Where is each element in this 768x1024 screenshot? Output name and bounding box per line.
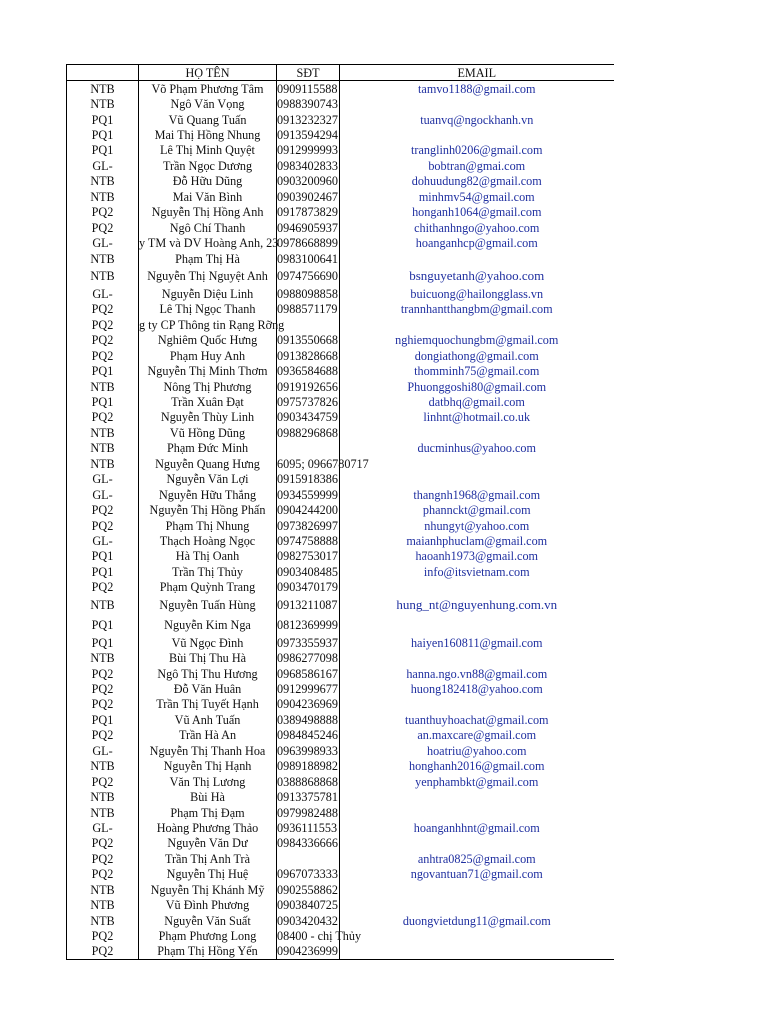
cell-phone[interactable] — [277, 317, 340, 332]
cell-name[interactable]: Nguyễn Diệu Linh — [139, 286, 277, 301]
cell-email[interactable]: trannhantthangbm@gmail.com — [400, 302, 553, 317]
table-row — [67, 96, 614, 111]
header-email[interactable]: EMAIL — [340, 65, 614, 81]
cell-name[interactable]: Văn Thị Lương — [139, 774, 277, 789]
cell-name[interactable]: Trần Hà An — [139, 728, 277, 743]
cell-email[interactable]: maianhphuclam@gmail.com — [406, 533, 548, 548]
cell-name[interactable]: Đỗ Hữu Dũng — [139, 174, 277, 189]
cell-group[interactable]: NTB — [67, 805, 139, 820]
table-row — [67, 882, 614, 897]
cell-email[interactable]: anhtra0825@gmail.com — [417, 851, 536, 866]
cell-phone[interactable]: 0904244200 — [277, 503, 338, 518]
cell-phone[interactable] — [277, 851, 340, 866]
table-row — [67, 533, 614, 548]
cell-phone[interactable]: 0974758888 — [277, 533, 338, 548]
cell-group[interactable]: PQ2 — [67, 502, 139, 517]
cell-phone[interactable]: 0912999993 — [277, 143, 338, 158]
cell-group[interactable]: NTB — [67, 913, 139, 928]
cell-group[interactable]: PQ2 — [67, 928, 139, 943]
table-row — [67, 836, 614, 851]
cell-name[interactable]: Bùi Thị Thu Hà — [139, 650, 277, 665]
cell-name[interactable]: Nguyễn Thị Hồng Phấn — [139, 502, 277, 517]
cell-group[interactable]: NTB — [67, 174, 139, 189]
cell-email[interactable] — [340, 425, 614, 440]
cell-email[interactable]: Phuonggoshi80@gmail.com — [407, 379, 547, 394]
cell-phone[interactable]: 0975737826 — [277, 395, 338, 410]
cell-phone[interactable]: 0934559999 — [277, 487, 338, 502]
cell-phone[interactable]: 08400 - chị Thủy — [277, 929, 362, 944]
cell-group[interactable]: PQ2 — [67, 580, 139, 595]
cell-group[interactable]: PQ2 — [67, 302, 139, 317]
cell-group[interactable]: PQ2 — [67, 728, 139, 743]
cell-phone[interactable]: 0988390743 — [277, 97, 338, 112]
cell-group[interactable]: GL- — [67, 158, 139, 173]
cell-name[interactable]: Nguyễn Thị Nguyệt Anh — [139, 266, 277, 286]
cell-group[interactable]: PQ2 — [67, 774, 139, 789]
cell-name[interactable]: Nguyễn Quang Hưng — [139, 456, 277, 471]
cell-phone[interactable]: 0973355937 — [277, 635, 338, 650]
cell-phone[interactable]: 0903840725 — [277, 898, 338, 913]
cell-name[interactable]: Mai Văn Bình — [139, 189, 277, 204]
cell-email[interactable] — [340, 882, 614, 897]
cell-name[interactable]: Nghiêm Quốc Hưng — [139, 333, 277, 348]
cell-phone[interactable]: 0978668899 — [277, 236, 338, 251]
table-row — [67, 189, 614, 204]
cell-email[interactable]: hanna.ngo.vn88@gmail.com — [406, 666, 548, 681]
table-row — [67, 302, 614, 317]
cell-email[interactable]: tuanvq@ngockhanh.vn — [420, 112, 534, 127]
table-row — [67, 502, 614, 517]
table-row — [67, 615, 614, 635]
cell-group[interactable]: PQ1 — [67, 112, 139, 127]
cell-email[interactable] — [340, 805, 614, 820]
table-row — [67, 635, 614, 650]
cell-email[interactable] — [340, 897, 614, 912]
cell-group[interactable]: PQ2 — [67, 518, 139, 533]
header-row — [67, 65, 614, 81]
cell-phone[interactable]: 0903434759 — [277, 410, 338, 425]
cell-email[interactable]: honganh1064@gmail.com — [412, 205, 542, 220]
table-row — [67, 913, 614, 928]
table-row — [67, 759, 614, 774]
cell-group[interactable]: NTB — [67, 189, 139, 204]
cell-name[interactable]: Nguyễn Tuấn Hùng — [139, 595, 277, 615]
cell-name[interactable]: Vũ Hồng Dũng — [139, 425, 277, 440]
cell-name[interactable]: Trần Thị Anh Trà — [139, 851, 277, 866]
cell-phone[interactable]: 0983100641 — [277, 251, 338, 266]
table-row — [67, 580, 614, 595]
cell-name[interactable]: Nguyễn Thị Thanh Hoa — [139, 743, 277, 758]
cell-name[interactable]: Thạch Hoàng Ngọc — [139, 533, 277, 548]
cell-group[interactable]: PQ1 — [67, 363, 139, 378]
cell-name[interactable]: Nguyễn Văn Dư — [139, 836, 277, 851]
cell-name[interactable]: Phạm Thị Hồng Yến — [139, 944, 277, 960]
cell-phone[interactable]: 0913550668 — [277, 333, 338, 348]
cell-name[interactable]: Võ Phạm Phương Tâm — [139, 81, 277, 97]
cell-phone[interactable]: 0903902467 — [277, 189, 338, 204]
cell-group[interactable]: GL- — [67, 743, 139, 758]
cell-name[interactable]: Đỗ Văn Huân — [139, 681, 277, 696]
cell-phone[interactable]: 0988571179 — [277, 302, 338, 317]
table-row — [67, 681, 614, 696]
cell-name[interactable]: Ngô Chí Thanh — [139, 220, 277, 235]
cell-group[interactable]: PQ2 — [67, 681, 139, 696]
table-row — [67, 174, 614, 189]
cell-group[interactable]: NTB — [67, 379, 139, 394]
table-row — [67, 266, 614, 286]
cell-phone[interactable]: 0389498888 — [277, 712, 338, 727]
cell-group[interactable]: NTB — [67, 81, 139, 97]
cell-phone[interactable]: 0388868868 — [277, 774, 338, 789]
contact-table — [66, 64, 614, 960]
cell-email[interactable]: minhmv54@gmail.com — [418, 189, 535, 204]
cell-group[interactable]: GL- — [67, 235, 139, 250]
cell-phone[interactable]: 6095; 0966780717 — [277, 456, 369, 471]
cell-email[interactable] — [340, 789, 614, 804]
table-row — [67, 928, 614, 943]
header-group[interactable] — [67, 65, 139, 81]
cell-name[interactable]: Nguyễn Thị Hồng Anh — [139, 205, 277, 220]
cell-name[interactable]: Nguyễn Văn Lợi — [139, 472, 277, 487]
cell-email[interactable]: info@itsvietnam.com — [423, 564, 530, 579]
cell-group[interactable]: PQ2 — [67, 944, 139, 960]
cell-email[interactable]: honghanh2016@gmail.com — [409, 759, 545, 774]
table-row — [67, 205, 614, 220]
table-row — [67, 220, 614, 235]
cell-email[interactable]: tranglinh0206@gmail.com — [411, 143, 543, 158]
cell-name[interactable]: Ngô Văn Vọng — [139, 96, 277, 111]
cell-email[interactable]: huong182418@yahoo.com — [410, 682, 543, 697]
table-row — [67, 897, 614, 912]
cell-name[interactable]: Vũ Đình Phương — [139, 897, 277, 912]
cell-name[interactable]: Nguyễn Hữu Thắng — [139, 487, 277, 502]
cell-group[interactable]: GL- — [67, 820, 139, 835]
cell-name[interactable]: y TM và DV Hoàng Anh, 23 — [139, 236, 279, 251]
cell-email[interactable]: tamvo1188@gmail.com — [418, 81, 536, 96]
cell-name[interactable]: Hà Thị Oanh — [139, 549, 277, 564]
table-row — [67, 743, 614, 758]
cell-email[interactable]: bobtran@gmai.com — [428, 158, 526, 173]
cell-group[interactable]: PQ2 — [67, 697, 139, 712]
cell-phone[interactable]: 0988098858 — [277, 286, 338, 301]
cell-email[interactable]: datbhq@gmail.com — [428, 395, 525, 410]
cell-email[interactable]: nghiemquochungbm@gmail.com — [395, 333, 559, 348]
cell-group[interactable]: NTB — [67, 789, 139, 804]
cell-email[interactable]: dongiathong@gmail.com — [414, 348, 539, 363]
cell-group[interactable]: PQ2 — [67, 348, 139, 363]
cell-phone[interactable]: 0988296868 — [277, 425, 338, 440]
cell-group[interactable]: NTB — [67, 441, 139, 456]
cell-group[interactable]: PQ1 — [67, 127, 139, 142]
cell-group[interactable]: PQ2 — [67, 333, 139, 348]
cell-email[interactable] — [340, 650, 614, 665]
cell-email[interactable]: nhungyt@yahoo.com — [424, 518, 530, 533]
cell-phone[interactable]: 0913211087 — [277, 595, 340, 615]
cell-email[interactable]: buicuong@hailongglass.vn — [410, 286, 544, 301]
table-row — [67, 410, 614, 425]
cell-phone[interactable]: 0984845246 — [277, 728, 338, 743]
table-row — [67, 595, 614, 615]
cell-email[interactable]: ngovantuan71@gmail.com — [410, 867, 543, 882]
cell-email[interactable] — [340, 580, 614, 595]
table-row — [67, 286, 614, 301]
cell-name[interactable]: Phạm Huy Anh — [139, 348, 277, 363]
cell-email[interactable]: hoatriu@yahoo.com — [426, 743, 527, 758]
cell-group[interactable]: NTB — [67, 96, 139, 111]
cell-phone[interactable]: 0917873829 — [277, 205, 338, 220]
table-row — [67, 441, 614, 456]
table-row — [67, 564, 614, 579]
cell-phone[interactable]: 0936584688 — [277, 364, 338, 379]
cell-phone[interactable]: 0913375781 — [277, 790, 338, 805]
cell-name[interactable]: Vũ Quang Tuấn — [139, 112, 277, 127]
cell-name[interactable]: Nông Thị Phương — [139, 379, 277, 394]
cell-email[interactable] — [340, 697, 614, 712]
cell-group[interactable]: NTB — [67, 759, 139, 774]
header-phone[interactable]: SĐT — [277, 65, 340, 81]
table-row — [67, 456, 614, 471]
cell-name[interactable]: Phạm Quỳnh Trang — [139, 580, 277, 595]
cell-name[interactable]: Lê Thị Ngọc Thanh — [139, 302, 277, 317]
cell-phone[interactable]: 0903200960 — [277, 174, 338, 189]
table-row — [67, 158, 614, 173]
cell-name[interactable]: Phạm Thị Hà — [139, 251, 277, 266]
cell-group[interactable]: PQ1 — [67, 564, 139, 579]
cell-group[interactable]: NTB — [67, 425, 139, 440]
cell-phone[interactable]: 0974756690 — [277, 266, 340, 286]
cell-email[interactable]: bsnguyetanh@yahoo.com — [409, 268, 545, 284]
cell-name[interactable]: Nguyễn Thị Minh Thơm — [139, 363, 277, 378]
cell-phone[interactable]: 0973826997 — [277, 518, 338, 533]
table-row — [67, 851, 614, 866]
cell-group[interactable]: PQ2 — [67, 205, 139, 220]
cell-name[interactable]: Phạm Đức Minh — [139, 441, 277, 456]
cell-group[interactable]: GL- — [67, 286, 139, 301]
table-row — [67, 789, 614, 804]
cell-email[interactable] — [340, 944, 614, 960]
cell-phone[interactable]: 0919192656 — [277, 379, 338, 394]
cell-group[interactable]: GL- — [67, 533, 139, 548]
cell-name[interactable]: Phạm Thị Nhung — [139, 518, 277, 533]
cell-group[interactable]: PQ2 — [67, 410, 139, 425]
table-row — [67, 112, 614, 127]
cell-group[interactable]: PQ2 — [67, 666, 139, 681]
cell-phone[interactable]: 0913828668 — [277, 348, 338, 363]
table-row — [67, 379, 614, 394]
cell-phone[interactable]: 0812369999 — [277, 615, 340, 635]
cell-phone[interactable]: 0902558862 — [277, 882, 338, 897]
cell-phone[interactable]: 0904236999 — [277, 944, 338, 959]
cell-name[interactable]: Bùi Hà — [139, 789, 277, 804]
table-row — [67, 348, 614, 363]
cell-email[interactable]: dohuudung82@gmail.com — [411, 174, 542, 189]
cell-phone[interactable]: 0915918386 — [277, 472, 338, 487]
cell-phone[interactable]: 0912999677 — [277, 682, 338, 697]
cell-group[interactable]: NTB — [67, 266, 139, 286]
table-row — [67, 774, 614, 789]
table-row — [67, 666, 614, 681]
cell-phone[interactable]: 0968586167 — [277, 666, 338, 681]
cell-name[interactable]: Nguyễn Thùy Linh — [139, 410, 277, 425]
table-row — [67, 487, 614, 502]
cell-group[interactable]: NTB — [67, 882, 139, 897]
cell-email[interactable] — [340, 456, 614, 471]
table-row — [67, 127, 614, 142]
cell-phone[interactable]: 0909115588 — [277, 81, 338, 96]
table-row — [67, 650, 614, 665]
cell-group[interactable]: NTB — [67, 595, 139, 615]
cell-email[interactable]: thomminh75@gmail.com — [414, 364, 540, 379]
table-row — [67, 518, 614, 533]
table-row — [67, 363, 614, 378]
cell-name[interactable]: Hoàng Phương Thảo — [139, 820, 277, 835]
cell-email[interactable] — [340, 251, 614, 266]
cell-group[interactable]: PQ2 — [67, 220, 139, 235]
cell-email[interactable] — [340, 472, 614, 487]
table-row — [67, 805, 614, 820]
spreadsheet — [66, 64, 613, 960]
cell-name[interactable]: Phạm Phương Long — [139, 928, 277, 943]
cell-phone[interactable]: 0913594294 — [277, 128, 338, 143]
cell-phone[interactable]: 0986277098 — [277, 651, 338, 666]
cell-group[interactable]: PQ2 — [67, 836, 139, 851]
table-row — [67, 549, 614, 564]
cell-name[interactable]: Nguyễn Thị Khánh Mỹ — [139, 882, 277, 897]
table-row — [67, 867, 614, 882]
cell-name[interactable]: Trần Thị Thủy — [139, 564, 277, 579]
table-row — [67, 472, 614, 487]
cell-email[interactable]: an.maxcare@gmail.com — [417, 728, 537, 743]
cell-group[interactable]: PQ1 — [67, 712, 139, 727]
cell-phone[interactable] — [277, 441, 340, 456]
table-row — [67, 425, 614, 440]
table-body — [67, 81, 614, 960]
cell-group[interactable]: PQ1 — [67, 143, 139, 158]
cell-email[interactable]: ducminhus@yahoo.com — [417, 441, 537, 456]
cell-email[interactable]: phannckt@gmail.com — [422, 503, 531, 518]
table-row — [67, 235, 614, 250]
cell-name[interactable]: Trần Ngọc Dương — [139, 158, 277, 173]
table-row — [67, 81, 614, 97]
cell-name[interactable]: Ngô Thị Thu Hương — [139, 666, 277, 681]
cell-group[interactable]: PQ1 — [67, 635, 139, 650]
cell-group[interactable]: PQ1 — [67, 394, 139, 409]
cell-group[interactable]: NTB — [67, 251, 139, 266]
cell-email[interactable]: chithanhngo@yahoo.com — [414, 220, 540, 235]
cell-phone[interactable]: 0989188982 — [277, 759, 338, 774]
cell-email[interactable]: hoanganhhnt@gmail.com — [413, 820, 540, 835]
cell-email[interactable]: haiyen160811@gmail.com — [410, 635, 543, 650]
cell-phone[interactable]: 0903470179 — [277, 580, 338, 595]
cell-phone[interactable]: 0984336666 — [277, 836, 338, 851]
cell-group[interactable]: PQ2 — [67, 867, 139, 882]
cell-email[interactable]: duongvietdung11@gmail.com — [402, 913, 551, 928]
cell-email[interactable] — [340, 96, 614, 111]
cell-group[interactable]: PQ1 — [67, 549, 139, 564]
cell-name[interactable]: Lê Thị Minh Quyệt — [139, 143, 277, 158]
cell-email[interactable] — [340, 127, 614, 142]
cell-phone[interactable]: 0967073333 — [277, 867, 338, 882]
cell-phone[interactable]: 0946905937 — [277, 220, 338, 235]
table-row — [67, 820, 614, 835]
cell-email[interactable] — [340, 317, 614, 332]
cell-name[interactable]: Trần Thị Tuyết Hạnh — [139, 697, 277, 712]
cell-phone[interactable]: 0913232327 — [277, 112, 338, 127]
cell-group[interactable]: NTB — [67, 650, 139, 665]
cell-name[interactable]: Vũ Anh Tuấn — [139, 712, 277, 727]
cell-name[interactable]: Nguyễn Thị Hạnh — [139, 759, 277, 774]
table-row — [67, 143, 614, 158]
cell-phone[interactable]: 0963998933 — [277, 743, 338, 758]
table-row — [67, 251, 614, 266]
cell-name[interactable]: Nguyễn Kim Nga — [139, 615, 277, 635]
cell-name[interactable]: Trần Xuân Đạt — [139, 394, 277, 409]
cell-email[interactable]: hung_nt@nguyenhung.com.vn — [396, 597, 558, 612]
cell-email[interactable]: thangnh1968@gmail.com — [413, 487, 541, 502]
cell-email[interactable]: yenphambkt@gmail.com — [415, 774, 539, 789]
cell-phone[interactable]: 0903408485 — [277, 564, 338, 579]
cell-group[interactable]: PQ2 — [67, 317, 139, 332]
cell-name[interactable]: Mai Thị Hồng Nhung — [139, 127, 277, 142]
cell-phone[interactable]: 0983402833 — [277, 158, 338, 173]
cell-name[interactable]: Vũ Ngọc Đình — [139, 635, 277, 650]
cell-phone[interactable]: 0904236969 — [277, 697, 338, 712]
header-name[interactable]: HỌ TÊN — [139, 65, 277, 81]
cell-phone[interactable]: 0979982488 — [277, 805, 338, 820]
cell-group[interactable]: NTB — [67, 897, 139, 912]
cell-email[interactable] — [340, 928, 614, 943]
cell-group[interactable]: GL- — [67, 487, 139, 502]
cell-phone[interactable]: 0936111553 — [277, 820, 340, 835]
cell-email[interactable]: tuanthuyhoachat@gmail.com — [404, 712, 549, 727]
cell-email[interactable] — [340, 615, 614, 635]
cell-phone[interactable]: 0903420432 — [277, 913, 338, 928]
cell-email[interactable]: linhnt@hotmail.co.uk — [423, 410, 531, 425]
cell-phone[interactable]: 0982753017 — [277, 549, 338, 564]
cell-name[interactable]: Phạm Thị Đạm — [139, 805, 277, 820]
cell-name[interactable]: Nguyễn Văn Suất — [139, 913, 277, 928]
table-row — [67, 712, 614, 727]
cell-name[interactable]: Nguyễn Thị Huệ — [139, 867, 277, 882]
table-row — [67, 333, 614, 348]
cell-email[interactable] — [340, 836, 614, 851]
table-row — [67, 728, 614, 743]
table-row — [67, 394, 614, 409]
table-row — [67, 944, 614, 960]
cell-group[interactable]: NTB — [67, 456, 139, 471]
table-row — [67, 317, 614, 332]
cell-group[interactable]: PQ2 — [67, 851, 139, 866]
cell-group[interactable]: GL- — [67, 472, 139, 487]
cell-name[interactable]: g ty CP Thông tin Rạng Rỡng — [139, 317, 285, 332]
cell-email[interactable]: haoanh1973@gmail.com — [415, 549, 539, 564]
table-row — [67, 697, 614, 712]
cell-group[interactable]: PQ1 — [67, 615, 139, 635]
cell-email[interactable]: hoanganhcp@gmail.com — [415, 236, 538, 251]
